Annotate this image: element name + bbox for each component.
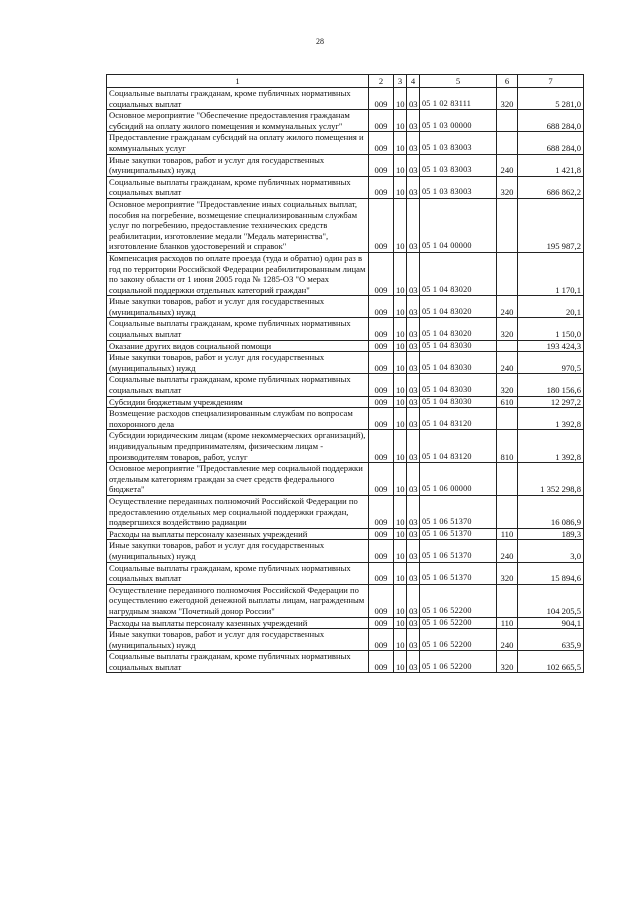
table-row [107, 617, 584, 629]
target-article-cell: 05 1 03 83003 [420, 154, 497, 176]
section-code-cell: 10 [394, 617, 407, 629]
target-article-cell: 05 1 04 83030 [420, 396, 497, 408]
table-row [107, 463, 584, 496]
target-article-cell: 05 1 04 83120 [420, 408, 497, 430]
ministry-code-cell: 009 [369, 88, 394, 110]
table-row [107, 154, 584, 176]
subsection-code-cell: 03 [407, 495, 420, 528]
target-article-cell: 05 1 06 51370 [420, 495, 497, 528]
target-article-cell: 05 1 06 52200 [420, 617, 497, 629]
expense-type-cell [497, 110, 518, 132]
column-header: 5 [420, 75, 497, 88]
section-code-cell: 10 [394, 154, 407, 176]
target-article-cell: 05 1 06 52200 [420, 629, 497, 651]
subsection-code-cell: 03 [407, 374, 420, 396]
amount-cell: 970,5 [518, 352, 584, 374]
section-code-cell: 10 [394, 562, 407, 584]
row-name-cell: Основное мероприятие "Предоставление мер социальной поддержки отдельным категориям граждан за счет средств федерального бюджета" [107, 463, 369, 496]
expense-type-cell: 320 [497, 374, 518, 396]
ministry-code-cell: 009 [369, 651, 394, 673]
target-article-cell: 05 1 03 00000 [420, 110, 497, 132]
ministry-code-cell: 009 [369, 154, 394, 176]
expense-type-cell: 320 [497, 318, 518, 340]
subsection-code-cell: 03 [407, 340, 420, 352]
section-code-cell: 10 [394, 495, 407, 528]
ministry-code-cell: 009 [369, 629, 394, 651]
amount-cell: 5 281,0 [518, 88, 584, 110]
expense-type-cell: 240 [497, 540, 518, 562]
table-row [107, 296, 584, 318]
amount-cell: 195 987,2 [518, 198, 584, 252]
target-article-cell: 05 1 04 83030 [420, 352, 497, 374]
table-row [107, 88, 584, 110]
expense-type-cell: 610 [497, 396, 518, 408]
ministry-code-cell: 009 [369, 176, 394, 198]
subsection-code-cell: 03 [407, 318, 420, 340]
section-code-cell: 10 [394, 110, 407, 132]
subsection-code-cell: 03 [407, 651, 420, 673]
table-row [107, 176, 584, 198]
section-code-cell: 10 [394, 176, 407, 198]
ministry-code-cell: 009 [369, 318, 394, 340]
ministry-code-cell: 009 [369, 408, 394, 430]
column-header: 3 [394, 75, 407, 88]
column-header: 2 [369, 75, 394, 88]
subsection-code-cell: 03 [407, 562, 420, 584]
ministry-code-cell: 009 [369, 430, 394, 463]
ministry-code-cell: 009 [369, 540, 394, 562]
section-code-cell: 10 [394, 132, 407, 154]
row-name-cell: Иные закупки товаров, работ и услуг для государственных (муниципальных) нужд [107, 154, 369, 176]
section-code-cell: 10 [394, 88, 407, 110]
column-header: 6 [497, 75, 518, 88]
row-name-cell: Осуществление переданных полномочий Российской Федерации по предоставлению отдельных мер социальной поддержки граждан, подвергшихся воздействию радиации [107, 495, 369, 528]
row-name-cell: Иные закупки товаров, работ и услуг для государственных (муниципальных) нужд [107, 296, 369, 318]
amount-cell: 1 170,1 [518, 252, 584, 295]
ministry-code-cell: 009 [369, 296, 394, 318]
expense-type-cell: 240 [497, 296, 518, 318]
target-article-cell: 05 1 04 83120 [420, 430, 497, 463]
row-name-cell: Социальные выплаты гражданам, кроме публичных нормативных социальных выплат [107, 374, 369, 396]
table-row [107, 374, 584, 396]
amount-cell: 189,3 [518, 528, 584, 540]
row-name-cell: Расходы на выплаты персоналу казенных учреждений [107, 528, 369, 540]
table-row [107, 495, 584, 528]
section-code-cell: 10 [394, 340, 407, 352]
amount-cell: 180 156,6 [518, 374, 584, 396]
amount-cell: 688 284,0 [518, 110, 584, 132]
target-article-cell: 05 1 03 83003 [420, 176, 497, 198]
row-name-cell: Иные закупки товаров, работ и услуг для государственных (муниципальных) нужд [107, 352, 369, 374]
section-code-cell: 10 [394, 396, 407, 408]
expense-type-cell: 320 [497, 176, 518, 198]
subsection-code-cell: 03 [407, 252, 420, 295]
row-name-cell: Субсидии бюджетным учреждениям [107, 396, 369, 408]
ministry-code-cell: 009 [369, 252, 394, 295]
ministry-code-cell: 009 [369, 562, 394, 584]
table-row [107, 584, 584, 617]
subsection-code-cell: 03 [407, 528, 420, 540]
ministry-code-cell: 009 [369, 374, 394, 396]
row-name-cell: Иные закупки товаров, работ и услуг для государственных (муниципальных) нужд [107, 540, 369, 562]
expense-type-cell: 110 [497, 617, 518, 629]
subsection-code-cell: 03 [407, 296, 420, 318]
target-article-cell: 05 1 06 51370 [420, 528, 497, 540]
table-row [107, 540, 584, 562]
amount-cell: 104 205,5 [518, 584, 584, 617]
ministry-code-cell: 009 [369, 340, 394, 352]
target-article-cell: 05 1 06 51370 [420, 562, 497, 584]
table-row [107, 629, 584, 651]
table-row [107, 562, 584, 584]
ministry-code-cell: 009 [369, 396, 394, 408]
section-code-cell: 10 [394, 528, 407, 540]
expense-type-cell: 110 [497, 528, 518, 540]
table-row [107, 430, 584, 463]
table-row [107, 340, 584, 352]
row-name-cell: Субсидии юридическим лицам (кроме некоммерческих организаций), индивидуальным предпринимателям, физическим лицам - производителям товаров, работ, услуг [107, 430, 369, 463]
section-code-cell: 10 [394, 584, 407, 617]
column-header: 4 [407, 75, 420, 88]
expense-type-cell: 810 [497, 430, 518, 463]
subsection-code-cell: 03 [407, 584, 420, 617]
ministry-code-cell: 009 [369, 132, 394, 154]
ministry-code-cell: 009 [369, 198, 394, 252]
amount-cell: 12 297,2 [518, 396, 584, 408]
amount-cell: 1 150,0 [518, 318, 584, 340]
section-code-cell: 10 [394, 318, 407, 340]
subsection-code-cell: 03 [407, 463, 420, 496]
expense-type-cell [497, 252, 518, 295]
row-name-cell: Осуществление переданного полномочия Российской Федерации по осуществлению ежегодной денежной выплаты лицам, награжденным нагрудным знаком "Почетный донор России" [107, 584, 369, 617]
section-code-cell: 10 [394, 463, 407, 496]
row-name-cell: Иные закупки товаров, работ и услуг для государственных (муниципальных) нужд [107, 629, 369, 651]
section-code-cell: 10 [394, 651, 407, 673]
subsection-code-cell: 03 [407, 352, 420, 374]
ministry-code-cell: 009 [369, 352, 394, 374]
subsection-code-cell: 03 [407, 430, 420, 463]
ministry-code-cell: 009 [369, 528, 394, 540]
target-article-cell: 05 1 02 83111 [420, 88, 497, 110]
row-name-cell: Расходы на выплаты персоналу казенных учреждений [107, 617, 369, 629]
target-article-cell: 05 1 04 00000 [420, 198, 497, 252]
amount-cell: 904,1 [518, 617, 584, 629]
amount-cell: 193 424,3 [518, 340, 584, 352]
amount-cell: 20,1 [518, 296, 584, 318]
subsection-code-cell: 03 [407, 617, 420, 629]
amount-cell: 686 862,2 [518, 176, 584, 198]
section-code-cell: 10 [394, 352, 407, 374]
expense-type-cell: 320 [497, 651, 518, 673]
amount-cell: 688 284,0 [518, 132, 584, 154]
page-number: 28 [316, 37, 324, 46]
subsection-code-cell: 03 [407, 540, 420, 562]
table-row [107, 198, 584, 252]
ministry-code-cell: 009 [369, 463, 394, 496]
subsection-code-cell: 03 [407, 154, 420, 176]
table-header-row [107, 75, 584, 88]
row-name-cell: Оказание других видов социальной помощи [107, 340, 369, 352]
amount-cell: 635,9 [518, 629, 584, 651]
expense-type-cell: 240 [497, 154, 518, 176]
subsection-code-cell: 03 [407, 629, 420, 651]
section-code-cell: 10 [394, 629, 407, 651]
column-header: 1 [107, 75, 369, 88]
subsection-code-cell: 03 [407, 88, 420, 110]
subsection-code-cell: 03 [407, 132, 420, 154]
section-code-cell: 10 [394, 408, 407, 430]
row-name-cell: Социальные выплаты гражданам, кроме публичных нормативных социальных выплат [107, 651, 369, 673]
subsection-code-cell: 03 [407, 110, 420, 132]
expense-type-cell: 320 [497, 88, 518, 110]
amount-cell: 102 665,5 [518, 651, 584, 673]
table-row [107, 408, 584, 430]
subsection-code-cell: 03 [407, 396, 420, 408]
table-row [107, 318, 584, 340]
row-name-cell: Социальные выплаты гражданам, кроме публичных нормативных социальных выплат [107, 318, 369, 340]
section-code-cell: 10 [394, 296, 407, 318]
row-name-cell: Основное мероприятие "Обеспечение предоставления гражданам субсидий на оплату жилого помещения и коммунальных услуг" [107, 110, 369, 132]
amount-cell: 1 352 298,8 [518, 463, 584, 496]
ministry-code-cell: 009 [369, 495, 394, 528]
table-row [107, 528, 584, 540]
expense-type-cell [497, 408, 518, 430]
target-article-cell: 05 1 06 51370 [420, 540, 497, 562]
table-row [107, 110, 584, 132]
expense-type-cell [497, 463, 518, 496]
ministry-code-cell: 009 [369, 617, 394, 629]
amount-cell: 16 086,9 [518, 495, 584, 528]
row-name-cell: Компенсация расходов по оплате проезда (туда и обратно) один раз в год по территории Российской Федерации реабилитированным лицам по закону области от 1 июня 2005 года № 1285-ОЗ "О мерах социальной поддержки отдельных категорий граждан" [107, 252, 369, 295]
expense-type-cell [497, 340, 518, 352]
target-article-cell: 05 1 06 52200 [420, 584, 497, 617]
table-body [107, 88, 584, 673]
row-name-cell: Основное мероприятие "Предоставление иных социальных выплат, пособия на погребение, возмещение специализированным службам услуг по погребению, предоставление технических средств реабилитации, изготовление медали "Медаль материнства", изготовление бланков удостоверений и справок" [107, 198, 369, 252]
target-article-cell: 05 1 04 83020 [420, 318, 497, 340]
ministry-code-cell: 009 [369, 110, 394, 132]
section-code-cell: 10 [394, 252, 407, 295]
subsection-code-cell: 03 [407, 176, 420, 198]
expense-type-cell [497, 495, 518, 528]
ministry-code-cell: 009 [369, 584, 394, 617]
amount-cell: 1 421,8 [518, 154, 584, 176]
section-code-cell: 10 [394, 374, 407, 396]
amount-cell: 15 894,6 [518, 562, 584, 584]
table-row [107, 651, 584, 673]
target-article-cell: 05 1 06 00000 [420, 463, 497, 496]
table-row [107, 252, 584, 295]
table-row [107, 352, 584, 374]
target-article-cell: 05 1 06 52200 [420, 651, 497, 673]
target-article-cell: 05 1 04 83030 [420, 374, 497, 396]
amount-cell: 3,0 [518, 540, 584, 562]
subsection-code-cell: 03 [407, 408, 420, 430]
amount-cell: 1 392,8 [518, 430, 584, 463]
row-name-cell: Возмещение расходов специализированным службам по вопросам похоронного дела [107, 408, 369, 430]
row-name-cell: Социальные выплаты гражданам, кроме публичных нормативных социальных выплат [107, 176, 369, 198]
expense-type-cell [497, 198, 518, 252]
section-code-cell: 10 [394, 540, 407, 562]
subsection-code-cell: 03 [407, 198, 420, 252]
expense-type-cell: 240 [497, 629, 518, 651]
expense-type-cell [497, 132, 518, 154]
target-article-cell: 05 1 03 83003 [420, 132, 497, 154]
target-article-cell: 05 1 04 83020 [420, 296, 497, 318]
row-name-cell: Социальные выплаты гражданам, кроме публичных нормативных социальных выплат [107, 562, 369, 584]
section-code-cell: 10 [394, 430, 407, 463]
budget-table [106, 74, 584, 673]
row-name-cell: Предоставление гражданам субсидий на оплату жилого помещения и коммунальных услуг [107, 132, 369, 154]
target-article-cell: 05 1 04 83030 [420, 340, 497, 352]
expense-type-cell [497, 584, 518, 617]
table-row [107, 396, 584, 408]
section-code-cell: 10 [394, 198, 407, 252]
column-header: 7 [518, 75, 584, 88]
expense-type-cell: 240 [497, 352, 518, 374]
target-article-cell: 05 1 04 83020 [420, 252, 497, 295]
row-name-cell: Социальные выплаты гражданам, кроме публичных нормативных социальных выплат [107, 88, 369, 110]
amount-cell: 1 392,8 [518, 408, 584, 430]
expense-type-cell: 320 [497, 562, 518, 584]
table-row [107, 132, 584, 154]
